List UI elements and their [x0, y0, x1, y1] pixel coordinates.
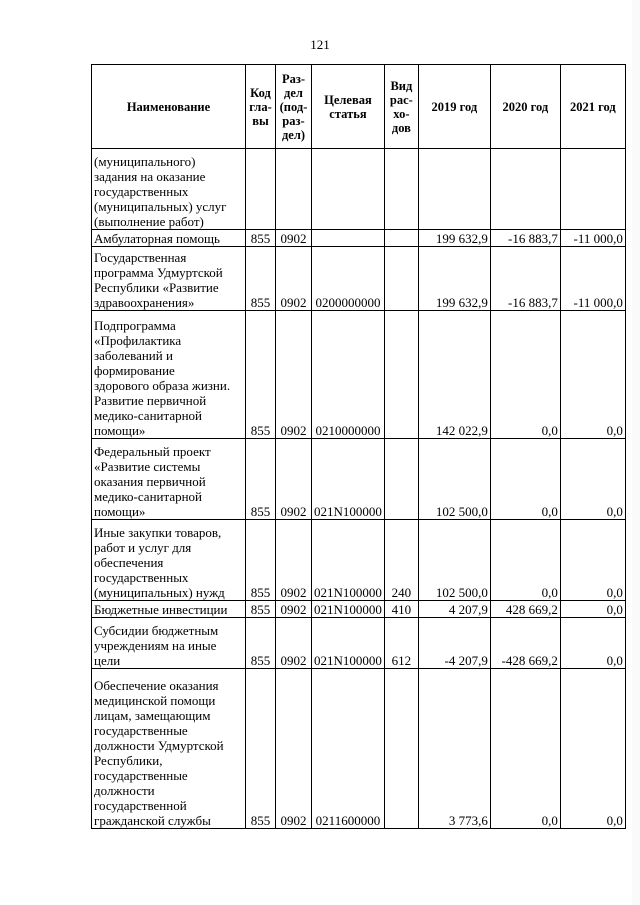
row-target-article: [312, 230, 385, 247]
row-ministry-code: [246, 149, 276, 230]
row-section: 0902: [276, 618, 312, 669]
row-section: 0902: [276, 439, 312, 520]
row-2021: -11 000,0: [560, 230, 625, 247]
row-section: 0902: [276, 247, 312, 311]
table-row: [92, 520, 626, 601]
row-expense-type: 612: [384, 618, 418, 669]
row-ministry-code: 855: [246, 669, 276, 829]
row-2021: 0,0: [560, 601, 625, 618]
row-target-article: 021N100000: [312, 520, 385, 601]
row-target-article: [312, 149, 385, 230]
row-2020: [490, 149, 560, 230]
row-section: 0902: [276, 520, 312, 601]
row-expense-type: [384, 247, 418, 311]
row-section: 0902: [276, 230, 312, 247]
row-2021: -11 000,0: [560, 247, 625, 311]
row-2021: [560, 149, 625, 230]
row-2019: 199 632,9: [418, 247, 490, 311]
row-2021: 0,0: [560, 520, 625, 601]
row-2020: 0,0: [490, 520, 560, 601]
row-name: Обеспечение оказания медицинской помощи лицам, замещающим государственные должности Удмуртской Республики, государственные должности государственной гражданской службы: [92, 669, 246, 829]
row-ministry-code: 855: [246, 230, 276, 247]
row-2020: -16 883,7: [490, 247, 560, 311]
row-name: Федеральный проект «Развитие системы оказания первичной медико-санитарной помощи»: [92, 439, 246, 520]
table-row: [92, 439, 626, 520]
row-name: Субсидии бюджетным учреждениям на иные цели: [92, 618, 246, 669]
row-ministry-code: 855: [246, 247, 276, 311]
row-expense-type: 240: [384, 520, 418, 601]
header-2020: 2020 год: [490, 65, 560, 149]
row-target-article: 021N100000: [312, 601, 385, 618]
table-row: [92, 669, 626, 829]
table-row: [92, 601, 626, 618]
header-row: [92, 65, 626, 149]
header-ministry-code: Код гла-вы: [246, 65, 276, 149]
row-name: (муниципального) задания на оказание государственных (муниципальных) услуг (выполнение работ): [92, 149, 246, 230]
row-2020: 0,0: [490, 311, 560, 439]
row-target-article: 021N100000: [312, 439, 385, 520]
budget-table: [91, 64, 626, 829]
row-expense-type: [384, 439, 418, 520]
header-2021: 2021 год: [560, 65, 625, 149]
table-row: [92, 311, 626, 439]
row-section: 0902: [276, 669, 312, 829]
row-2021: 0,0: [560, 618, 625, 669]
row-2020: -428 669,2: [490, 618, 560, 669]
row-ministry-code: 855: [246, 439, 276, 520]
row-ministry-code: 855: [246, 618, 276, 669]
row-2020: 0,0: [490, 669, 560, 829]
row-expense-type: [384, 669, 418, 829]
table-row: [92, 247, 626, 311]
row-expense-type: [384, 311, 418, 439]
row-2019: 3 773,6: [418, 669, 490, 829]
page-number: 121: [310, 37, 330, 52]
row-2020: -16 883,7: [490, 230, 560, 247]
row-2021: 0,0: [560, 311, 625, 439]
row-ministry-code: 855: [246, 520, 276, 601]
row-target-article: 0200000000: [312, 247, 385, 311]
row-2019: -4 207,9: [418, 618, 490, 669]
row-2019: 142 022,9: [418, 311, 490, 439]
row-2020: 428 669,2: [490, 601, 560, 618]
row-target-article: 021N100000: [312, 618, 385, 669]
row-2019: 102 500,0: [418, 520, 490, 601]
table-row: [92, 618, 626, 669]
table-row: [92, 149, 626, 230]
header-section: Раз-дел (под-раз-дел): [276, 65, 312, 149]
row-2021: 0,0: [560, 669, 625, 829]
header-name: Наименование: [92, 65, 246, 149]
row-2019: 102 500,0: [418, 439, 490, 520]
row-2020: 0,0: [490, 439, 560, 520]
row-name: Бюджетные инвестиции: [92, 601, 246, 618]
row-expense-type: 410: [384, 601, 418, 618]
row-2019: [418, 149, 490, 230]
row-2019: 4 207,9: [418, 601, 490, 618]
row-expense-type: [384, 230, 418, 247]
row-2021: 0,0: [560, 439, 625, 520]
table-row: [92, 230, 626, 247]
row-target-article: 0210000000: [312, 311, 385, 439]
row-name: Амбулаторная помощь: [92, 230, 246, 247]
row-section: 0902: [276, 311, 312, 439]
row-target-article: 0211600000: [312, 669, 385, 829]
row-name: Иные закупки товаров, работ и услуг для обеспечения государственных (муниципальных) нужд: [92, 520, 246, 601]
row-section: [276, 149, 312, 230]
row-name: Государственная программа Удмуртской Республики «Развитие здравоохранения»: [92, 247, 246, 311]
row-section: 0902: [276, 601, 312, 618]
row-name: Подпрограмма «Профилактика заболеваний и формирование здорового образа жизни. Развитие первичной медико-санитарной помощи»: [92, 311, 246, 439]
header-expense-type: Вид рас-хо-дов: [384, 65, 418, 149]
row-2019: 199 632,9: [418, 230, 490, 247]
header-2019: 2019 год: [418, 65, 490, 149]
row-expense-type: [384, 149, 418, 230]
row-ministry-code: 855: [246, 311, 276, 439]
header-target-article: Целевая статья: [312, 65, 385, 149]
scan-edge: [632, 0, 640, 905]
row-ministry-code: 855: [246, 601, 276, 618]
